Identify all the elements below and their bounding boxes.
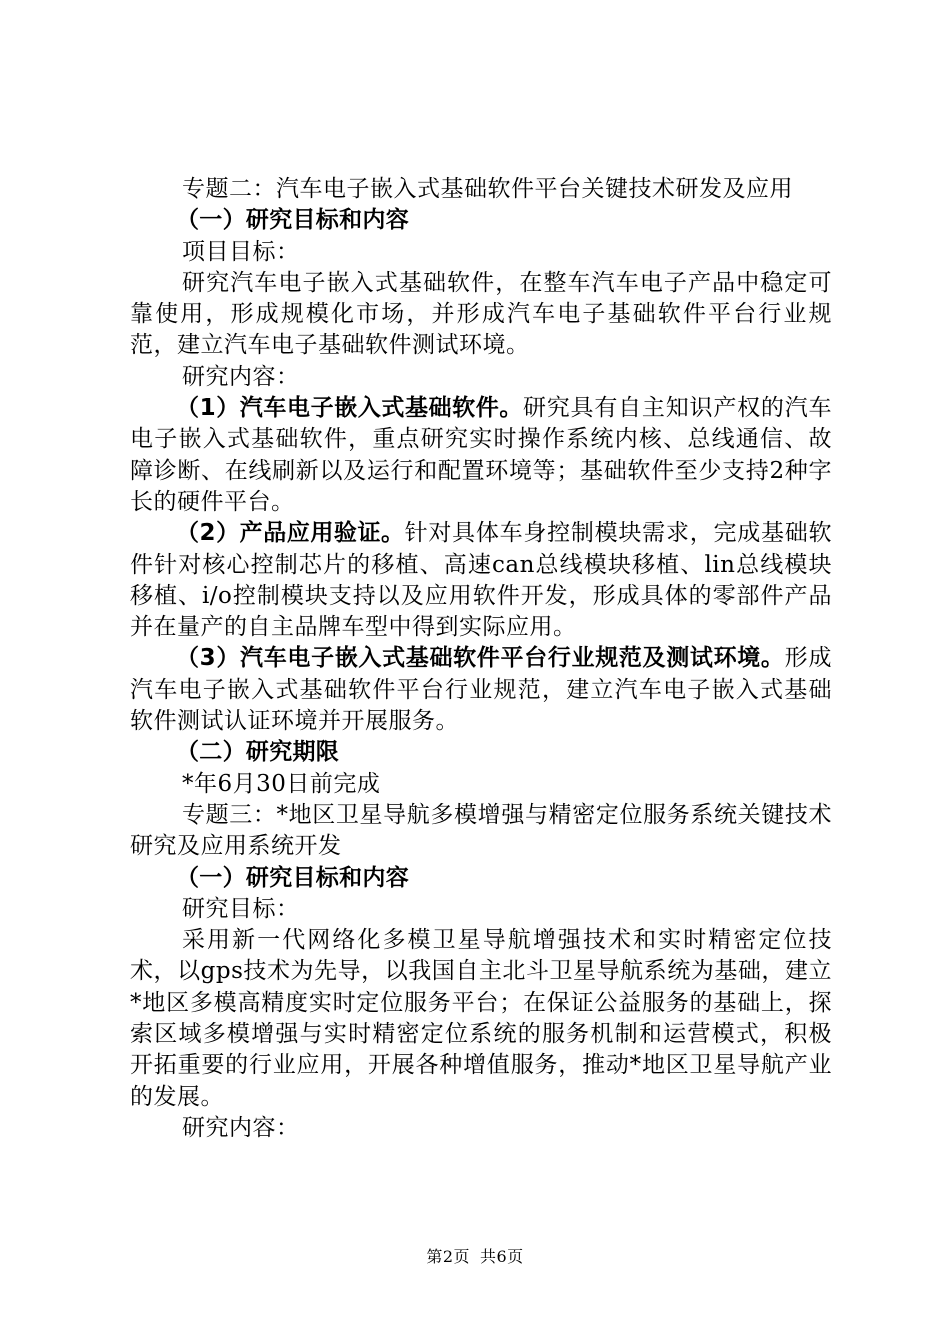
- topic2-item-2-lead: （2）产品应用验证。: [176, 520, 405, 547]
- page-footer: [0, 1244, 950, 1267]
- page-number: 第2页: [426, 1247, 470, 1266]
- topic2-content-label: 研究内容：: [182, 363, 300, 390]
- topic2-item-2-text: 针对具体车身控制模块需求，完成基础软件针对核心控制芯片的移植、高速can总线模块移植、lin总线模块移植、i/o控制模块支持以及应用软件开发，形成具体的零部件产品并在量产的自主品牌车型中得到实际应用。: [130, 520, 832, 641]
- topic3-content-label: 研究内容：: [182, 1114, 300, 1141]
- topic2-deadline: *年6月30日前完成: [182, 770, 381, 797]
- document-body: [130, 174, 832, 1144]
- page-total: 共6页: [480, 1247, 524, 1266]
- topic2-goal-text: 研究汽车电子嵌入式基础软件，在整车汽车电子产品中稳定可靠使用，形成规模化市场，并形成汽车电子基础软件平台行业规范，建立汽车电子基础软件测试环境。: [130, 269, 832, 359]
- topic2-section-heading-period: （二）研究期限: [176, 739, 340, 766]
- topic2-item-3-text: 形成汽车电子嵌入式基础软件平台行业规范，建立汽车电子嵌入式基础软件测试认证环境并开展服务。: [130, 645, 833, 735]
- topic3-section-heading-goals: （一）研究目标和内容: [176, 864, 409, 891]
- topic2-item-2: [130, 518, 832, 643]
- topic2-item-1-text: 研究具有自主知识产权的汽车电子嵌入式基础软件，重点研究实时操作系统内核、总线通信、故障诊断、在线刷新以及运行和配置环境等；基础软件至少支持2种字长的硬件平台。: [130, 395, 833, 515]
- topic2-goal-label: 项目目标：: [182, 238, 300, 265]
- topic2-item-3: [130, 643, 832, 737]
- topic2-title: 专题二：汽车电子嵌入式基础软件平台关键技术研发及应用: [182, 176, 793, 202]
- topic2-section-heading-goals: （一）研究目标和内容: [176, 207, 409, 234]
- topic2-item-1: [130, 393, 832, 518]
- topic3-goal-label: 研究目标：: [182, 895, 300, 922]
- topic3-title: 专题三：*地区卫星导航多模增强与精密定位服务系统关键技术研究及应用系统开发: [130, 801, 832, 860]
- topic3-goal-text: 采用新一代网络化多模卫星导航增强技术和实时精密定位技术，以gps技术为先导，以我国自主北斗卫星导航系统为基础，建立*地区多模高精度实时定位服务平台；在保证公益服务的基础上，探索区域多模增强与实时精密定位系统的服务机制和运营模式，积极开拓重要的行业应用，开展各种增值服务，推动*地区卫星导航产业的发展。: [130, 927, 832, 1110]
- topic2-item-3-lead: （3）汽车电子嵌入式基础软件平台行业规范及测试环境。: [176, 645, 785, 672]
- topic2-item-1-lead: （1）汽车电子嵌入式基础软件。: [176, 395, 523, 422]
